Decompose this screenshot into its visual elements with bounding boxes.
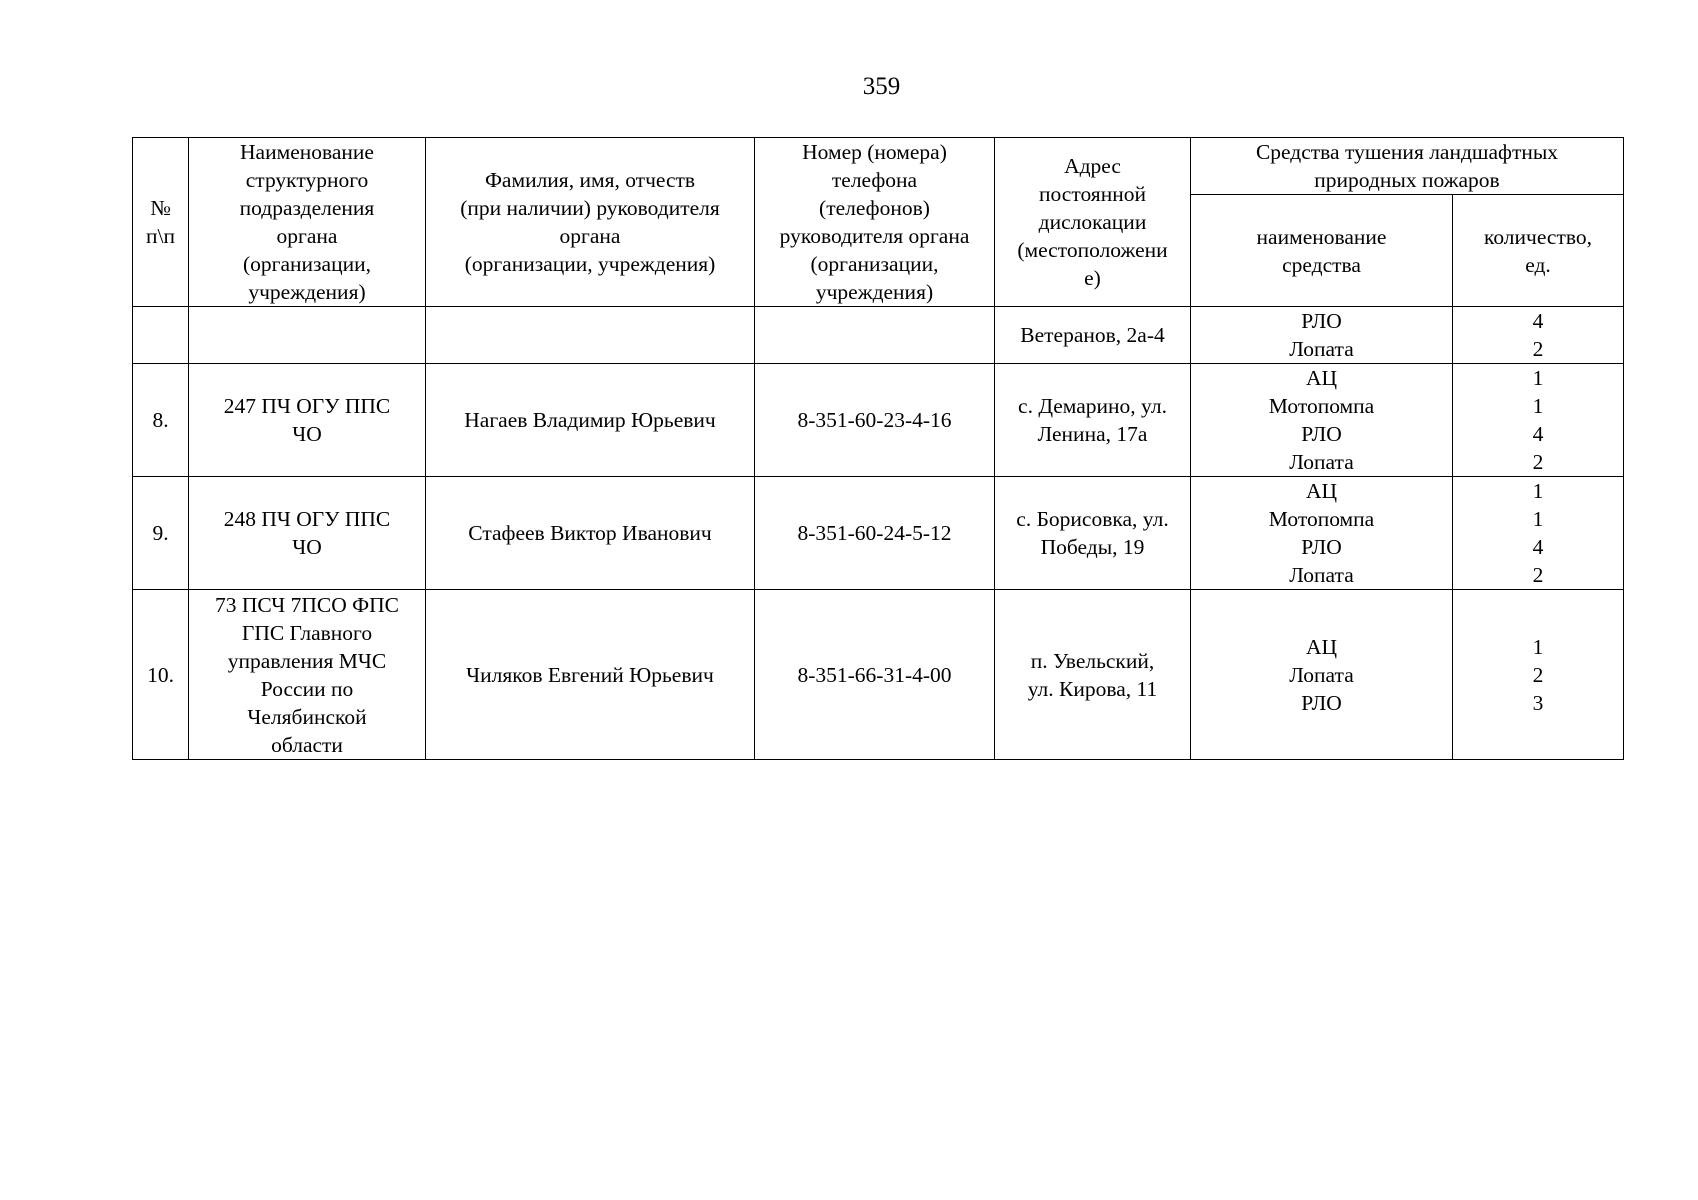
header-phone [755, 138, 995, 307]
cell-line: дислокации [1038, 210, 1147, 234]
cell-means [1191, 477, 1453, 590]
cell-line: (организации, [243, 252, 371, 276]
table-row [133, 477, 1624, 590]
cell-line: области [271, 732, 343, 757]
cell-line: РЛО [1301, 535, 1342, 559]
cell-line: Фамилия, имя, отчеств [484, 168, 696, 192]
cell-line: России по [260, 676, 354, 701]
cell-line: РЛО [1301, 690, 1342, 715]
cell-line: 248 ПЧ ОГУ ППС [223, 507, 391, 531]
cell-num: 8. [133, 364, 189, 477]
cell-line: АЦ [1305, 479, 1338, 503]
cell-line: средства [1282, 252, 1361, 277]
cell-line: (при наличии) руководителя [460, 196, 720, 220]
cell-qty [1453, 364, 1624, 477]
cell-line: 2 [1532, 662, 1544, 687]
cell-head [426, 307, 755, 364]
cell-line: 1 [1532, 507, 1544, 531]
cell-address [995, 477, 1191, 590]
cell-phone: 8-351-60-23-4-16 [755, 364, 995, 477]
cell-line: (местоположени [1017, 238, 1168, 262]
cell-line: 3 [1532, 690, 1544, 715]
cell-line: 1 [1532, 634, 1544, 659]
cell-line: РЛО [1301, 422, 1342, 446]
cell-line: ЧО [292, 422, 322, 446]
cell-line: Лопата [1289, 450, 1354, 474]
cell-line: ед. [1525, 252, 1551, 277]
cell-line: структурного [245, 168, 369, 192]
cell-line: (организации, учреждения) [464, 252, 716, 276]
cell-num: 10. [133, 590, 189, 760]
header-means-qty [1453, 195, 1624, 307]
cell-line: Ветеранов, 2а-4 [1020, 323, 1165, 347]
cell-line: п. Увельский, [1030, 648, 1155, 673]
cell-line: Номер (номера) [802, 140, 947, 164]
cell-means [1191, 590, 1453, 760]
cell-means [1191, 307, 1453, 364]
cell-line: Победы, 19 [1040, 535, 1145, 559]
table-row [133, 307, 1624, 364]
cell-phone: 8-351-66-31-4-00 [755, 590, 995, 760]
cell-line: Лопата [1289, 337, 1354, 361]
cell-line: 2 [1532, 563, 1544, 587]
cell-qty [1453, 477, 1624, 590]
cell-line: Челябинской [247, 704, 367, 729]
cell-line: учреждения) [248, 280, 366, 304]
cell-head: Нагаев Владимир Юрьевич [426, 364, 755, 477]
cell-line: руководителя органа [779, 224, 970, 248]
cell-head: Чиляков Евгений Юрьевич [426, 590, 755, 760]
table-row [133, 590, 1624, 760]
cell-unit [189, 307, 426, 364]
cell-line: АЦ [1305, 634, 1338, 659]
cell-line: с. Демарино, ул. [1018, 394, 1167, 418]
cell-line: 2 [1532, 337, 1544, 361]
cell-line: Мотопомпа [1268, 507, 1375, 531]
cell-line: РЛО [1301, 309, 1342, 333]
cell-head: Стафеев Виктор Иванович [426, 477, 755, 590]
cell-address [995, 364, 1191, 477]
cell-line: ЧО [292, 535, 322, 559]
cell-means [1191, 364, 1453, 477]
cell-phone [755, 307, 995, 364]
cell-line: п\п [146, 224, 175, 248]
cell-line: 4 [1532, 422, 1544, 446]
cell-line: Мотопомпа [1268, 394, 1375, 418]
header-num [133, 138, 189, 307]
cell-line: (организации, [810, 252, 939, 276]
cell-phone: 8-351-60-24-5-12 [755, 477, 995, 590]
cell-line: с. Борисовка, ул. [1016, 507, 1169, 531]
cell-line: Лопата [1289, 662, 1354, 687]
cell-qty [1453, 590, 1624, 760]
cell-num [133, 307, 189, 364]
cell-line: количество, [1483, 224, 1592, 249]
cell-line: 1 [1532, 394, 1544, 418]
header-unit [189, 138, 426, 307]
cell-line: учреждения) [815, 280, 934, 304]
cell-line: управления МЧС [227, 648, 387, 673]
cell-unit [189, 364, 426, 477]
cell-num: 9. [133, 477, 189, 590]
cell-line: Средства тушения ландшафтных [1255, 140, 1559, 164]
cell-line: 1 [1532, 479, 1544, 503]
cell-address [995, 590, 1191, 760]
cell-line: Наименование [240, 140, 374, 164]
cell-unit [189, 477, 426, 590]
table-row [133, 364, 1624, 477]
cell-unit [189, 590, 426, 760]
cell-address [995, 307, 1191, 364]
cell-line: Адрес [1064, 154, 1121, 178]
header-means-name [1191, 195, 1453, 307]
cell-line: ГПС Главного [241, 620, 373, 645]
cell-line: наименование [1256, 224, 1387, 249]
cell-line: ул. Кирова, 11 [1027, 676, 1158, 701]
cell-line: 247 ПЧ ОГУ ППС [223, 394, 391, 418]
cell-line: постоянной [1039, 182, 1146, 206]
cell-line: 4 [1532, 535, 1544, 559]
cell-line: 4 [1532, 309, 1544, 333]
cell-line: органа [276, 224, 338, 248]
cell-line: телефона [831, 168, 918, 192]
cell-line: 73 ПСЧ 7ПСО ФПС [215, 592, 399, 617]
cell-line: 1 [1532, 366, 1544, 390]
header-means [1191, 138, 1624, 195]
header-head [426, 138, 755, 307]
fire-means-table [132, 137, 1624, 760]
cell-qty [1453, 307, 1624, 364]
page-number: 359 [862, 73, 901, 100]
cell-line: природных пожаров [1314, 168, 1500, 192]
header-address [995, 138, 1191, 307]
cell-line: (телефонов) [819, 196, 930, 220]
cell-line: Ленина, 17а [1037, 422, 1148, 446]
cell-line: 2 [1532, 450, 1544, 474]
cell-line: е) [1084, 266, 1101, 290]
cell-line: подразделения [239, 196, 375, 220]
cell-line: органа [559, 224, 621, 248]
cell-line: № [150, 196, 171, 220]
cell-line: АЦ [1305, 366, 1338, 390]
cell-line: Лопата [1289, 563, 1354, 587]
